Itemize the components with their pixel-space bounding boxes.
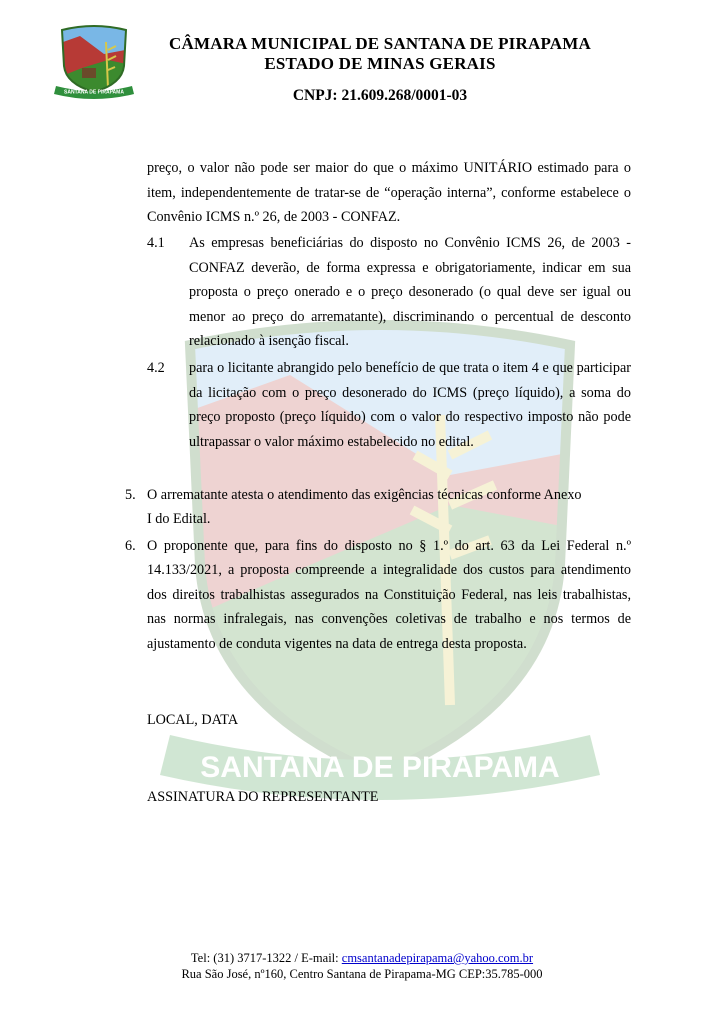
header-cnpj: CNPJ: 21.609.268/0001-03 — [292, 87, 468, 104]
item-4-2-number: 4.2 — [147, 360, 165, 376]
coat-of-arms-logo — [52, 22, 136, 100]
watermark-ribbon-text: SANTANA DE PIRAPAMA — [200, 751, 560, 784]
item-6-text: 14.133/2021, a proposta compreende a integralidade dos custos para atendimento dos direitos trabalhistas assegurados na Constituição Federal, nas leis trabalhistas, nas normas infralegais, nas convenções coletivas de trabalho e nos termos de ajustamento de conduta vigentes na data de entrega desta proposta. — [147, 562, 631, 652]
logo-ribbon-text: SANTANA DE PIRAPAMA — [64, 89, 124, 96]
footer-address: Rua São José, nº160, Centro Santana de Pirapama-MG CEP:35.785-000 — [181, 967, 543, 981]
item-6-number: 6. — [125, 538, 136, 554]
local-date-label: LOCAL, DATA — [147, 712, 239, 728]
item-5-line-1: O arrematante atesta o atendimento das exigências técnicas conforme Anexo — [147, 487, 582, 503]
signature-label: ASSINATURA DO REPRESENTANTE — [147, 789, 379, 805]
header-state: ESTADO DE MINAS GERAIS — [264, 54, 496, 73]
item-5-line-2: I do Edital. — [147, 511, 211, 527]
item-4-1-text: As empresas beneficiárias do disposto no Convênio ICMS 26, de 2003 - CONFAZ deverão, de forma expressa e obrigatoriamente, indicar em sua proposta o preço onerado e o preço desonerado (o qual deve ser igual ou menor ao preço do arrematante), discriminando o percentual de desconto relacionado à isenção fiscal. — [189, 235, 631, 349]
intro-paragraph: preço, o valor não pode ser maior do que o máximo UNITÁRIO estimado para o item, independentemente de tratar-se de “operação interna”, conforme estabelece o Convênio ICMS n.º 26, de 2003 - CONFAZ. — [147, 160, 631, 225]
item-4-1-number: 4.1 — [147, 235, 165, 251]
header-institution-name: CÂMARA MUNICIPAL DE SANTANA DE PIRAPAMA — [169, 34, 591, 53]
footer-phone: Tel: (31) 3717-1322 / E-mail: — [190, 951, 342, 965]
item-6-line-1: O proponente que, para fins do disposto no § 1.º do art. 63 da Lei Federal n.º — [147, 538, 631, 554]
item-4-2-text: para o licitante abrangido pelo benefício de que trata o item 4 e que participar da licitação com o preço desonerado do ICMS (preço líquido), a soma do preço proposto (preço líquido) com o valor do respectivo imposto não pode ultrapassar o valor máximo estabelecido no edital. — [189, 360, 631, 450]
item-5-number: 5. — [125, 487, 136, 503]
footer-email-link[interactable]: cmsantanadepirapama@yahoo.com.br — [341, 951, 534, 965]
footer-contact — [0, 951, 724, 966]
